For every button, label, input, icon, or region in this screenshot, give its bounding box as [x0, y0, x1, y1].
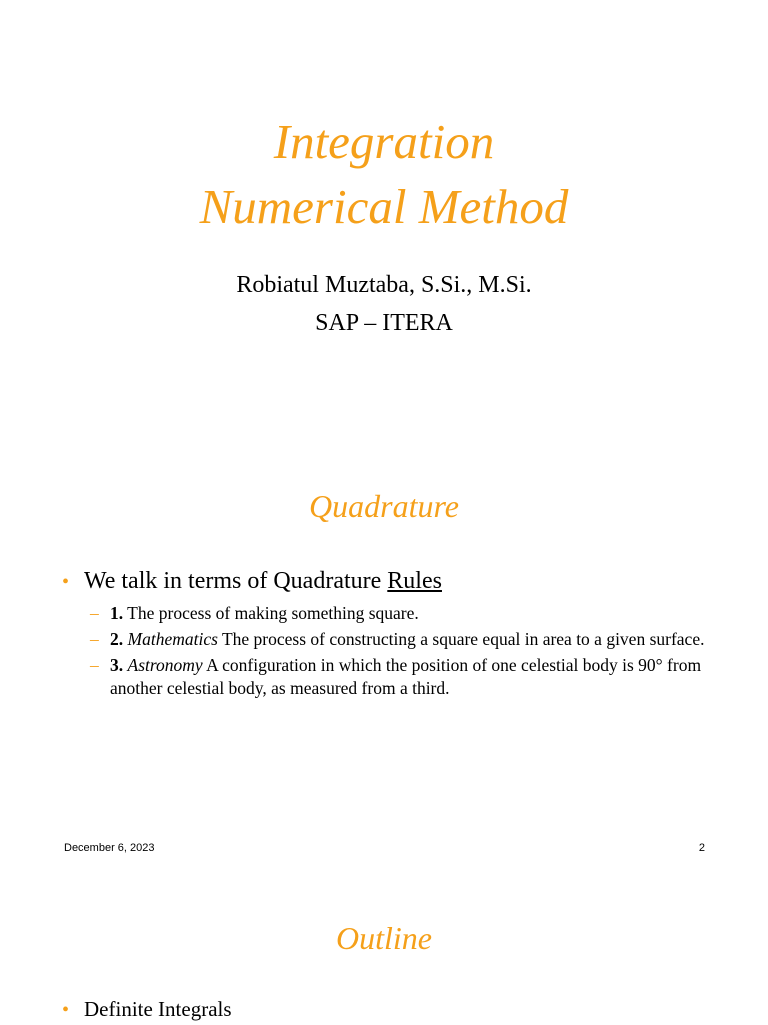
item-text: The process of making something square.: [123, 603, 419, 623]
page-number: 2: [698, 842, 705, 854]
slide-title: Quadrature: [309, 488, 459, 524]
sub-bullet-item: [90, 628, 710, 651]
bullet-item: [62, 994, 232, 1025]
bullet-dot-icon: •: [62, 999, 70, 1021]
dash-icon: –: [90, 655, 99, 675]
affiliation: SAP – ITERA: [315, 310, 453, 336]
bullet-text: Definite Integrals: [84, 997, 232, 1021]
bullet-underlined-word: Rules: [387, 568, 442, 594]
item-number: 1.: [110, 603, 124, 623]
item-term: Astronomy: [127, 655, 203, 675]
slide-title: Outline: [336, 920, 432, 956]
outline-slide: [0, 864, 768, 1024]
footer-date: December 6, 2023: [64, 842, 155, 854]
item-number: 2.: [110, 629, 124, 649]
author-name: Robiatul Muztaba, S.Si., M.Si.: [236, 272, 532, 298]
item-number: 3.: [110, 655, 124, 675]
dash-icon: –: [90, 603, 99, 623]
presentation-title-line2: Numerical Method: [199, 179, 569, 234]
sub-bullet-list: [90, 602, 710, 703]
sub-bullet-item: [90, 654, 710, 700]
title-slide: [0, 0, 768, 432]
sub-bullet-item: [90, 602, 710, 625]
item-text: A configuration in which the position of one celestial body is 90° from another celestial body, as measured from a third.: [110, 655, 702, 698]
bullet-item: [62, 566, 442, 597]
item-text: The process of constructing a square equal in area to a given surface.: [217, 629, 705, 649]
dash-icon: –: [90, 629, 99, 649]
item-term: Mathematics: [127, 629, 218, 649]
bullet-text: We talk in terms of Quadrature: [84, 568, 388, 594]
bullet-dot-icon: •: [62, 571, 70, 593]
quadrature-slide: [0, 432, 768, 864]
presentation-title-line1: Integration: [273, 114, 495, 169]
